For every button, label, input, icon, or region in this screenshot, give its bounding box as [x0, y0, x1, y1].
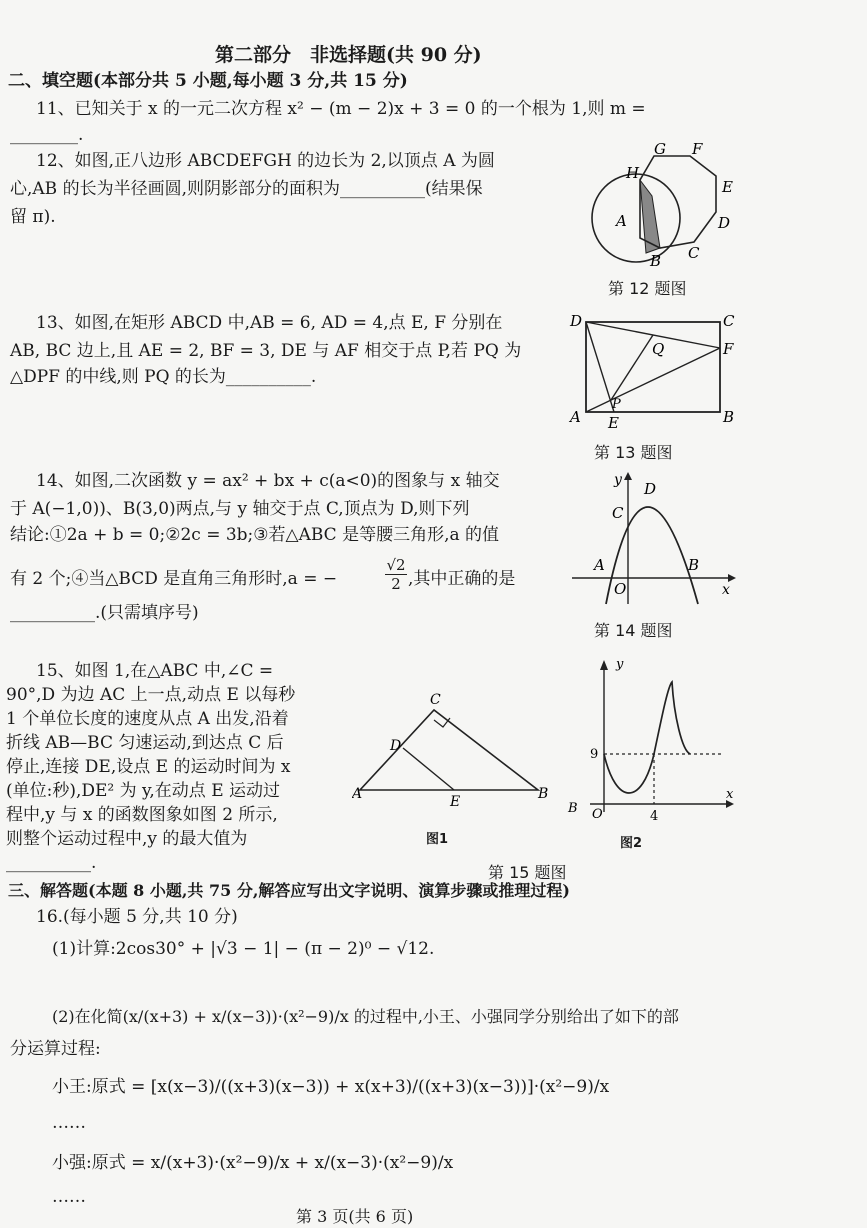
q12-line2: 心,AB 的长为半径画圆,则阴影部分的面积为__________(结果保 [10, 179, 483, 199]
q13-line1: 13、如图,在矩形 ABCD 中,AB = 6, AD = 4,点 E, F 分别在 [36, 313, 503, 333]
label-A: A [594, 556, 605, 574]
q11-line2: ________. [10, 125, 84, 145]
q14-line4a: 有 2 个;④当△BCD 是直角三角形时,a = − [10, 569, 338, 589]
q15-function-graph [560, 656, 740, 826]
q16-heading: 16.(每小题 5 分,共 10 分) [36, 907, 238, 927]
section-title: 第二部分 非选择题(共 90 分) [215, 44, 482, 66]
label-C: C [430, 692, 441, 708]
label-D: D [718, 214, 731, 232]
q15-line6: (单位:秒),DE² 为 y,在动点 E 运动过 [6, 781, 281, 801]
q15-line4: 折线 AB—BC 匀速运动,到达点 C 后 [6, 733, 284, 753]
q12-octagon-figure [588, 140, 748, 270]
label-G: G [654, 140, 666, 158]
label-B: B [650, 252, 662, 270]
label-Q: Q [652, 340, 665, 358]
q12-caption: 第 12 题图 [608, 279, 687, 298]
q15-line9: __________. [6, 853, 97, 873]
q12-line1: 12、如图,正八边形 ABCDEFGH 的边长为 2,以顶点 A 为圆 [36, 151, 495, 171]
q13-line2: AB, BC 边上,且 AE = 2, BF = 3, DE 与 AF 相交于点 P,若 PQ 为 [10, 341, 522, 361]
label-P: P [612, 397, 621, 412]
label-C: C [612, 504, 624, 522]
label-D: D [390, 738, 402, 754]
q15-line1: 15、如图 1,在△ABC 中,∠C = [36, 661, 274, 681]
q12-line3: 留 π). [10, 207, 56, 227]
q13-line3: △DPF 的中线,则 PQ 的长为__________. [10, 367, 317, 387]
label-B: B [723, 408, 735, 426]
q14-fraction [385, 556, 407, 593]
q16-part1: (1)计算:2cos30° + |√3 − 1| − (π − 2)⁰ − √12. [52, 939, 435, 959]
label-9: 9 [590, 747, 599, 762]
q16-part2-line2: 分运算过程: [10, 1039, 101, 1059]
q15-line3: 1 个单位长度的速度从点 A 出发,沿着 [6, 709, 289, 729]
q15-line8: 则整个运动过程中,y 的最大值为 [6, 829, 248, 849]
label-A: A [352, 786, 363, 802]
q16-dots2: …… [52, 1187, 86, 1207]
q16-wang: 小王:原式 = [x(x−3)/((x+3)(x−3)) + x(x+3)/((x+3)(x−3))]·(x²−9)/x [52, 1077, 610, 1097]
label-B: B [568, 801, 578, 816]
label-C: C [723, 312, 735, 330]
label-C: C [688, 244, 700, 262]
section3-heading: 三、解答题(本题 8 小题,共 75 分,解答应写出文字说明、演算步骤或推理过程) [8, 881, 570, 900]
q14-fraction-den: 2 [391, 575, 401, 593]
label-O: O [614, 580, 627, 598]
q15-caption: 第 15 题图 [488, 863, 567, 882]
q11-line1: 11、已知关于 x 的一元二次方程 x² − (m − 2)x + 3 = 0 的一个根为 1,则 m = [36, 99, 646, 119]
label-O: O [592, 807, 603, 822]
label-A: A [570, 408, 581, 426]
q15-line2: 90°,D 为边 AC 上一点,动点 E 以每秒 [6, 685, 296, 705]
label-x: x [722, 582, 730, 598]
q14-line5: __________.(只需填序号) [10, 603, 199, 623]
q13-rectangle-figure [568, 308, 743, 433]
page-footer: 第 3 页(共 6 页) [296, 1207, 414, 1226]
q14-line1: 14、如图,二次函数 y = ax² + bx + c(a<0)的图象与 x 轴交 [36, 471, 500, 491]
label-F: F [723, 340, 734, 358]
label-x: x [726, 787, 734, 802]
label-A: A [616, 212, 627, 230]
q14-fraction-num: √2 [386, 556, 406, 574]
label-F: F [692, 140, 703, 158]
label-D: D [644, 480, 657, 498]
q15-line7: 程中,y 与 x 的函数图象如图 2 所示, [6, 805, 278, 825]
q15-line5: 停止,连接 DE,设点 E 的运动时间为 x [6, 757, 291, 777]
label-4: 4 [650, 809, 659, 824]
label-B: B [688, 556, 700, 574]
q14-line3: 结论:①2a + b = 0;②2c = 3b;③若△ABC 是等腰三角形,a 的值 [10, 525, 500, 545]
label-E: E [722, 178, 733, 196]
label-E: E [450, 794, 461, 810]
q16-qiang: 小强:原式 = x/(x+3)·(x²−9)/x + x/(x−3)·(x²−9)/x [52, 1153, 454, 1173]
q13-caption: 第 13 题图 [594, 443, 673, 462]
q15-fig2-caption: 图2 [620, 836, 643, 851]
q14-line2: 于 A(−1,0))、B(3,0)两点,与 y 轴交于点 C,顶点为 D,则下列 [10, 499, 470, 519]
label-D: D [570, 312, 583, 330]
label-E: E [608, 414, 619, 432]
q15-triangle-figure [352, 690, 552, 810]
q14-caption: 第 14 题图 [594, 621, 673, 640]
label-y: y [614, 472, 622, 488]
q16-dots1: …… [52, 1113, 86, 1133]
q14-line4b: ,其中正确的是 [408, 569, 516, 589]
label-B: B [538, 786, 549, 802]
q15-fig1-caption: 图1 [426, 832, 449, 847]
q16-part2-line1: (2)在化简(x/(x+3) + x/(x−3))·(x²−9)/x 的过程中,小王、小强同学分别给出了如下的部 [52, 1007, 679, 1026]
fill-blank-heading: 二、填空题(本部分共 5 小题,每小题 3 分,共 15 分) [8, 71, 408, 91]
q14-parabola-figure [568, 470, 738, 610]
label-y: y [616, 657, 624, 672]
label-H: H [626, 164, 640, 182]
